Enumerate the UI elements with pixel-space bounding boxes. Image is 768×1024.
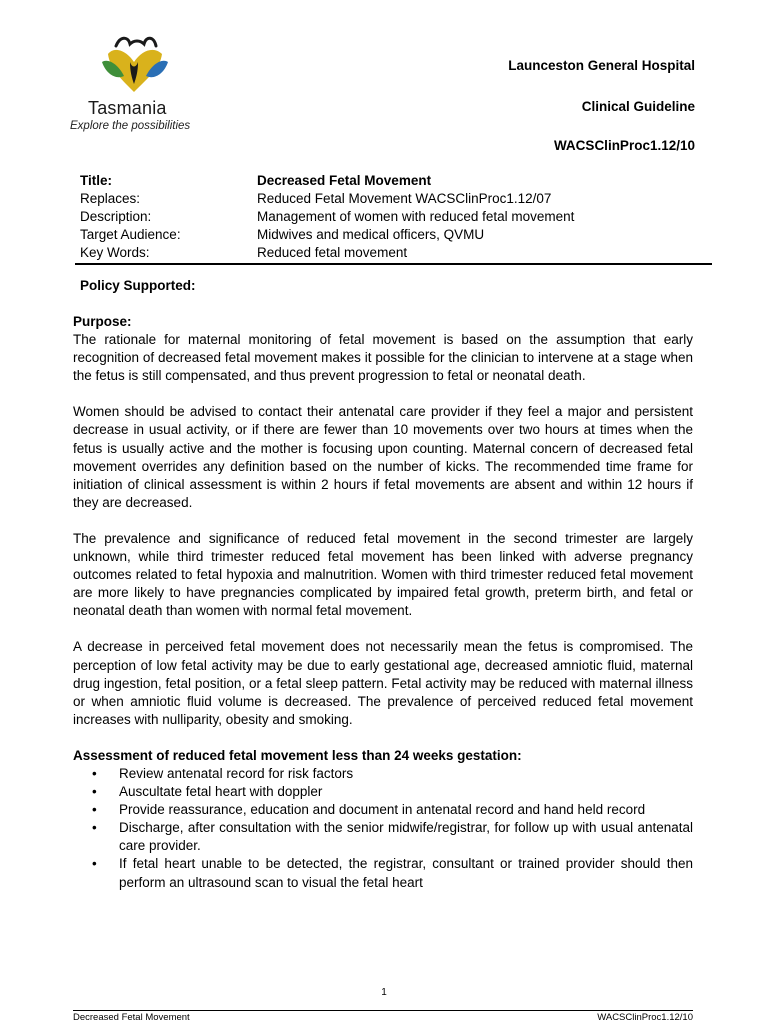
paragraph: Women should be advised to contact their antenatal care provider if they feel a major and persistent decrease in usual activity, or if there are fewer than 10 movements over two hours at times when the fetus is usually active and the mother is focusing upon counting. Maternal concern of decreased fetal movement overrides any definition based on the number of kicks. The recommended time frame for initiation of clinical assessment is within 2 hours if fetal movements are absent and within 12 hours if they are decreased. — [73, 404, 693, 510]
meta-value: Decreased Fetal Movement — [257, 173, 432, 188]
list-item-text: Discharge, after consultation with the senior midwife/registrar, for follow up with usual antenatal care provider. — [119, 820, 693, 854]
meta-value: Reduced fetal movement — [257, 245, 408, 260]
list-item-text: Provide reassurance, education and document in antenatal record and hand held record — [119, 802, 646, 818]
list-item — [92, 855, 693, 891]
document-metadata-table — [75, 172, 712, 262]
meta-key: Target Audience: — [80, 227, 181, 242]
list-item-text: Review antenatal record for risk factors — [119, 765, 354, 781]
page-number: 1 — [381, 987, 387, 998]
list-item — [92, 819, 693, 855]
meta-value: Midwives and medical officers, QVMU — [257, 227, 485, 242]
bullet-icon: • — [92, 765, 97, 781]
list-item — [92, 801, 693, 819]
meta-row-target-audience — [75, 226, 712, 244]
footer-divider — [73, 1010, 693, 1011]
document-body — [73, 313, 693, 892]
meta-key: Replaces: — [80, 191, 141, 206]
list-item — [92, 783, 693, 801]
policy-supported-label: Policy Supported: — [80, 278, 196, 293]
tasmanian-devil-emblem-icon — [94, 32, 176, 98]
document-type: Clinical Guideline — [581, 99, 695, 114]
assessment-heading: Assessment of reduced fetal movement less than 24 weeks gestation: — [73, 747, 522, 763]
paragraph: The prevalence and significance of reduced fetal movement in the second trimester are largely unknown, while third trimester reduced fetal movement has been linked with adverse pregnancy outcomes related to fetal hypoxia and malnutrition. Women with third trimester reduced fetal movement are more likely to have pregnancies complicated by impaired fetal growth, preterm birth, and fetal or neonatal death than women with normal fetal movement. — [73, 530, 693, 619]
document-code: WACSClinProc1.12/10 — [553, 138, 695, 153]
bullet-icon: • — [92, 784, 97, 800]
logo-tagline: Explore the possibilities — [70, 120, 191, 132]
bullet-icon: • — [92, 856, 97, 872]
list-item-text: Auscultate fetal heart with doppler — [119, 784, 323, 800]
tasmania-logo — [70, 32, 200, 136]
bullet-icon: • — [92, 820, 97, 836]
hospital-name: Launceston General Hospital — [508, 58, 695, 73]
list-item — [92, 765, 693, 783]
meta-key: Title: — [80, 173, 113, 188]
paragraph: The rationale for maternal monitoring of fetal movement is based on the assumption that early recognition of decreased fetal movement makes it possible for the clinician to intervene at a stage when the fetus is still compensated, and thus prevent progression to fetal or neonatal death. — [73, 332, 693, 384]
meta-row-replaces — [75, 190, 712, 208]
meta-row-description — [75, 208, 712, 226]
meta-row-key-words — [75, 244, 712, 262]
meta-value: Management of women with reduced fetal movement — [257, 209, 575, 224]
meta-key: Description: — [80, 209, 152, 224]
meta-value: Reduced Fetal Movement WACSClinProc1.12/07 — [257, 191, 552, 206]
logo-brand-name: Tasmania — [88, 98, 167, 118]
list-item-text: If fetal heart unable to be detected, the registrar, consultant or trained provider should then perform an ultrasound scan to visual the fetal heart — [119, 856, 693, 890]
purpose-heading: Purpose: — [73, 314, 132, 329]
assessment-list — [73, 765, 693, 892]
meta-row-title — [75, 172, 712, 190]
footer-code: WACSClinProc1.12/10 — [597, 1012, 693, 1023]
meta-key: Key Words: — [80, 245, 150, 260]
bullet-icon: • — [92, 802, 97, 818]
footer-title: Decreased Fetal Movement — [73, 1012, 190, 1023]
paragraph: A decrease in perceived fetal movement does not necessarily mean the fetus is compromised. The perception of low fetal activity may be due to early gestational age, decreased amniotic fluid, maternal drug ingestion, fetal position, or a fetal sleep pattern. Fetal activity may be reduced with maternal illness or when amniotic fluid volume is decreased. The prevalence of perceived reduced fetal movement increases with nulliparity, obesity and smoking. — [73, 639, 693, 727]
header-divider — [75, 263, 712, 265]
